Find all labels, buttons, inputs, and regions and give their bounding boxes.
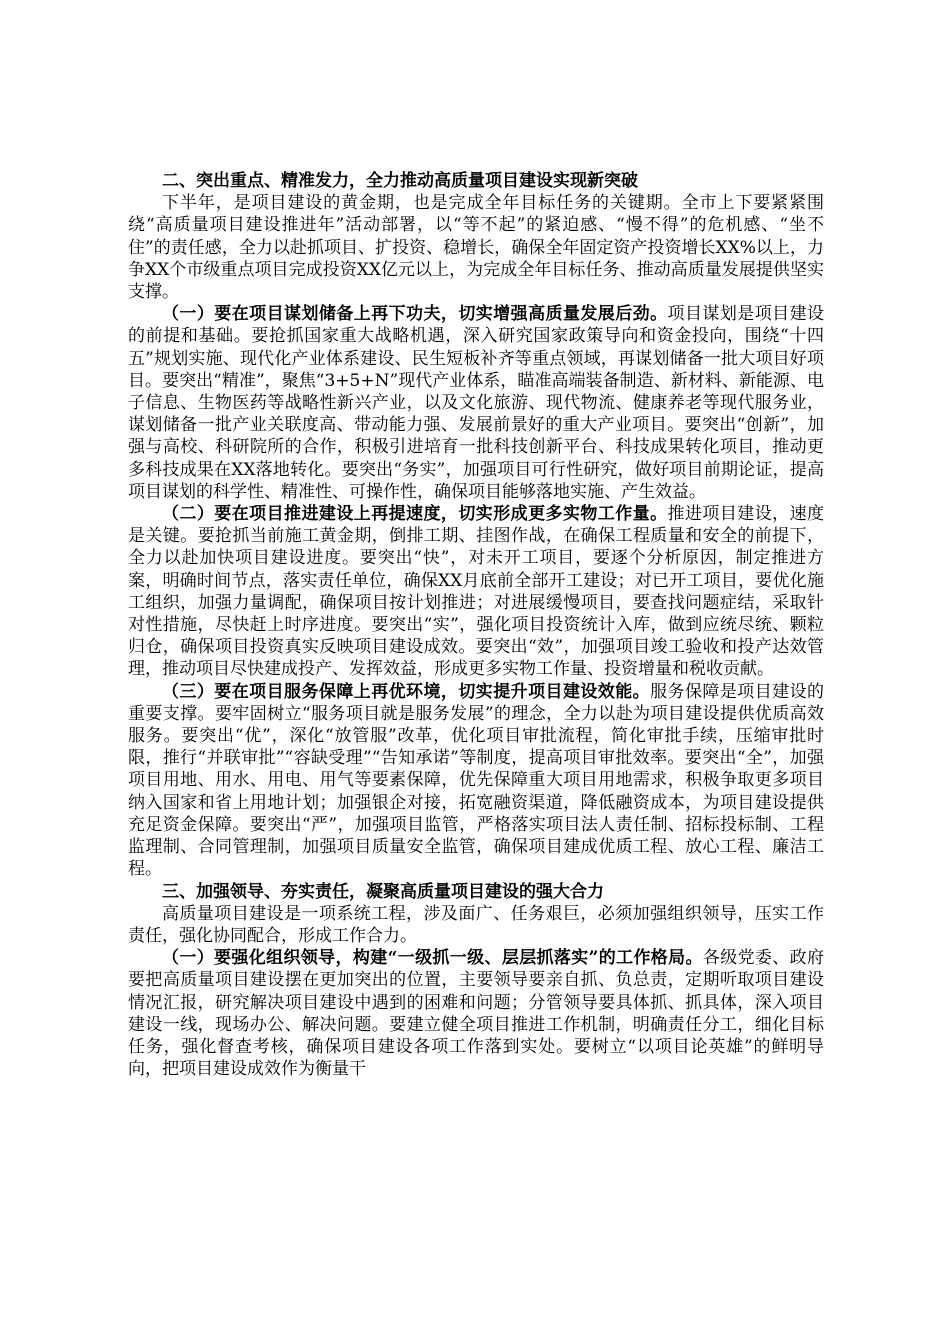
- subsection-text: 项目谋划是项目建设的前提和基础。要抢抓国家重大战略机遇，深入研究国家政策导向和资金投向，围绕“十四五”规划实施、现代化产业体系建设、民生短板补齐等重点领域，再谋划储备一批大项目好项目。要突出“精准”，聚焦“3+5+N”现代产业体系，瞄准高端装备制造、新材料、新能源、电子信息、生物医药等战略性新兴产业，以及文化旅游、现代物流、健康养老等现代服务业，谋划储备一批产业关联度高、带动能力强、发展前景好的重大产业项目。要突出“创新”，加强与高校、科研院所的合作，积极引进培育一批科技创新平台、科技成果转化项目，推动更多科技成果在XX落地转化。要突出“务实”，加强项目可行性研究，做好项目前期论证，提高项目谋划的科学性、精准性、可操作性，确保项目能够落地实施、产生效益。: [128, 304, 825, 502]
- subsection-paragraph-3: [128, 681, 824, 881]
- subsection-paragraph-1: [128, 303, 824, 503]
- body-paragraph: 高质量项目建设是一项系统工程，涉及面广、任务艰巨，必须加强组织领导，压实工作责任，强化协同配合，形成工作合力。: [128, 903, 824, 946]
- subsection-lead: （二）要在项目推进建设上再提速度，切实形成更多实物工作量。: [162, 504, 668, 525]
- subsection-paragraph-4: [128, 947, 824, 1080]
- subsection-text: 推进项目建设，速度是关键。要抢抓当前施工黄金期，倒排工期、挂图作战，在确保工程质量和安全的前提下，全力以赴加快项目建设进度。要突出“快”，对未开工项目，要逐个分析原因，制定推进方案，明确时间节点，落实责任单位，确保XX月底前全部开工建设；对已开工项目，要优化施工组织，加强力量调配，确保项目按计划推进；对进展缓慢项目，要查找问题症结，采取针对性措施，尽快赶上时序进度。要突出“实”，强化项目投资统计入库，做到应统尽统、颗粒归仓，确保项目投资真实反映项目建设成效。要突出“效”，加强项目竣工验收和投产达效管理，推动项目尽快建成投产、发挥效益，形成更多实物工作量、投资增量和税收贡献。: [128, 504, 825, 680]
- section-heading-2: 二、突出重点、精准发力，全力推动高质量项目建设实现新突破: [162, 171, 638, 191]
- subsection-text: 服务保障是项目建设的重要支撑。要牢固树立“服务项目就是服务发展”的理念，全力以赴为项目建设提供优质高效服务。要突出“优”，深化“放管服”改革，优化项目审批流程，简化审批手续，压缩审批时限，推行“并联审批”“容缺受理”“告知承诺”等制度，提高项目审批效率。要突出“全”，加强项目用地、用水、用电、用气等要素保障，优先保障重大项目用地需求，积极争取更多项目纳入国家和省上用地计划；加强银企对接，拓宽融资渠道，降低融资成本，为项目建设提供充足资金保障。要突出“严”，加强项目监管，严格落实项目法人责任制、招标投标制、工程监理制、合同管理制，加强项目质量安全监管，确保项目建成优质工程、放心工程、廉洁工程。: [128, 681, 825, 880]
- document-page: [128, 170, 824, 1080]
- subsection-paragraph-2: [128, 503, 824, 681]
- section-heading-3: 三、加强领导、夯实责任，凝聚高质量项目建设的强大合力: [162, 881, 604, 902]
- body-paragraph: 下半年，是项目建设的黄金期，也是完成全年目标任务的关键期。全市上下要紧紧围绕“高质量项目建设推进年”活动部署，以“等不起”的紧迫感、“慢不得”的危机感、“坐不住”的责任感，全力以赴抓项目、扩投资、稳增长，确保全年固定资产投资增长XX%以上，力争XX个市级重点项目完成投资XX亿元以上，为完成全年目标任务、推动高质量发展提供坚实支撑。: [128, 193, 824, 303]
- subsection-lead: （三）要在项目服务保障上再优环境，切实提升项目建设效能。: [162, 681, 651, 702]
- subsection-lead: （一）要在项目谋划储备上再下功夫，切实增强高质量发展后劲。: [162, 304, 668, 325]
- subsection-lead: （一）要强化组织领导，构建“一级抓一级、层层抓落实”的工作格局。: [162, 948, 703, 969]
- subsection-text: 各级党委、政府要把高质量项目建设摆在更加突出的位置，主要领导要亲自抓、负总责，定期听取项目建设情况汇报，研究解决项目建设中遇到的困难和问题；分管领导要具体抓、抓具体，深入项目建设一线，现场办公、解决问题。要建立健全项目推进工作机制，明确责任分工，细化目标任务，强化督查考核，确保项目建设各项工作落到实处。要树立“以项目论英雄”的鲜明导向，把项目建设成效作为衡量干: [128, 948, 824, 1080]
